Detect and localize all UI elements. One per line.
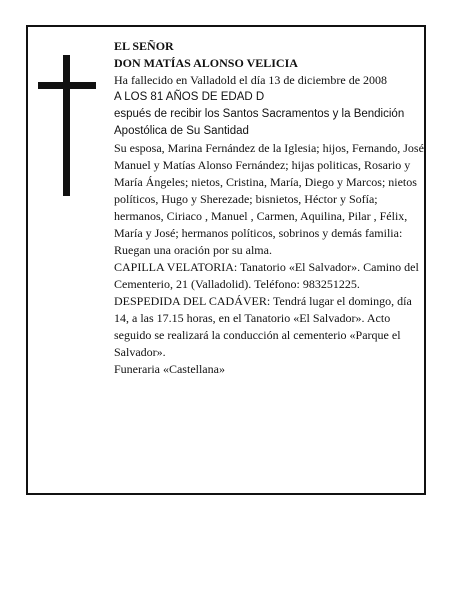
notice-title: EL SEÑOR: [114, 39, 174, 53]
family-list: Su esposa, Marina Fernández de la Iglesia; hijos, Fernando, José Manuel y Matías Alonso Fernández; hijas politicas, Rosario y María Ángeles; nietos, Cristina, María, Diego y Marcos; nietos políticos, Hugo y Sherezade; bisnietos, Héctor y Sofía; hermanos, Ciriaco , Manuel , Carmen, Aquilina, Pilar , Félix, María y José; hermanos políticos, sobrinos y demás familia:: [114, 141, 424, 240]
death-statement: Ha fallecido en Valladold el día 13 de diciembre de 2008: [114, 73, 388, 87]
obituary-text: [114, 38, 426, 378]
funeral-home: Funeraria «Castellana»: [114, 362, 225, 376]
wake-details: CAPILLA VELATORIA: Tanatorio «El Salvador». Camino del Cementerio, 21 (Valladolid). Teléfono: 983251225.: [114, 260, 419, 291]
cross-icon: [63, 55, 70, 196]
age-statement: A LOS 81 AÑOS DE EDAD D: [114, 91, 265, 103]
prayer-request: Ruegan una oración por su alma.: [114, 243, 272, 257]
deceased-name: DON MATÍAS ALONSO VELICIA: [114, 56, 298, 70]
farewell-details: DESPEDIDA DEL CADÁVER: Tendrá lugar el domingo, día 14, a las 17.15 horas, en el Tanatorio «El Salvador». Acto seguido se realizará la conducción al cementerio «Parque el Salvador».: [114, 294, 412, 359]
sacraments-statement: espués de recibir los Santos Sacramentos y la Bendición Apostólica de Su Santidad: [114, 108, 405, 137]
cross-icon-bar: [38, 82, 96, 89]
